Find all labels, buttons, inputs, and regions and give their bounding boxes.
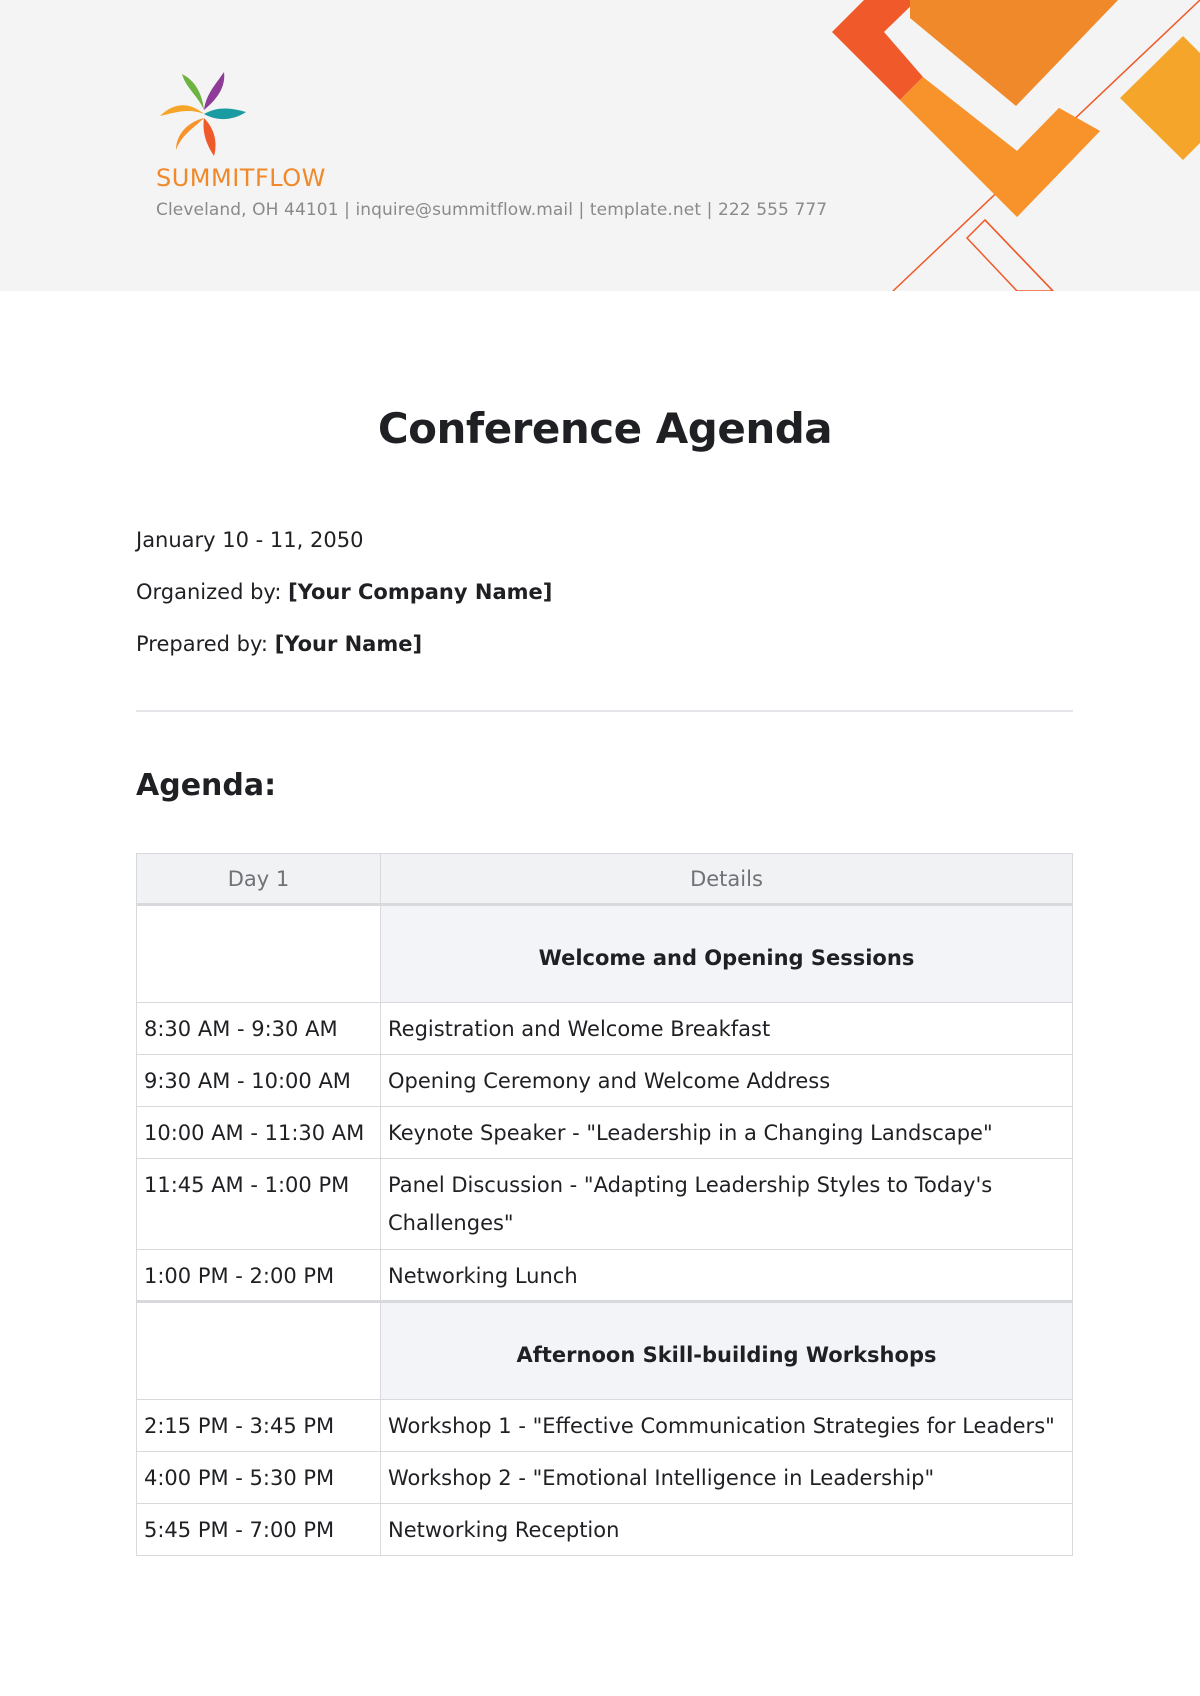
time-cell: 11:45 AM - 1:00 PM	[137, 1159, 381, 1250]
details-cell: Registration and Welcome Breakfast	[381, 1003, 1073, 1055]
session-row	[137, 905, 1073, 1003]
session-row	[137, 1302, 1073, 1400]
session-title: Afternoon Skill-building Workshops	[381, 1302, 1073, 1400]
table-row	[137, 1003, 1073, 1055]
details-cell: Opening Ceremony and Welcome Address	[381, 1055, 1073, 1107]
agenda-heading: Agenda:	[136, 768, 277, 803]
table-header-row	[137, 854, 1073, 905]
details-cell: Keynote Speaker - "Leadership in a Changing Landscape"	[381, 1107, 1073, 1159]
table-row	[137, 1250, 1073, 1302]
contact-info: Cleveland, OH 44101 | inquire@summitflow.mail | template.net | 222 555 777	[156, 200, 828, 220]
session-time-cell	[137, 1302, 381, 1400]
time-cell: 5:45 PM - 7:00 PM	[137, 1504, 381, 1556]
prepared-by-label: Prepared by:	[136, 632, 268, 656]
time-cell: 4:00 PM - 5:30 PM	[137, 1452, 381, 1504]
column-header-day: Day 1	[137, 854, 381, 905]
session-time-cell	[137, 905, 381, 1003]
table-row	[137, 1055, 1073, 1107]
prepared-by	[136, 632, 422, 656]
time-cell: 1:00 PM - 2:00 PM	[137, 1250, 381, 1302]
brand-name: SUMMITFLOW	[156, 164, 326, 192]
table-row	[137, 1452, 1073, 1504]
details-cell: Networking Reception	[381, 1504, 1073, 1556]
flower-logo-icon	[152, 66, 256, 162]
event-date: January 10 - 11, 2050	[136, 528, 364, 552]
details-cell: Networking Lunch	[381, 1250, 1073, 1302]
prepared-by-value: [Your Name]	[274, 632, 423, 656]
table-row	[137, 1107, 1073, 1159]
time-cell: 9:30 AM - 10:00 AM	[137, 1055, 381, 1107]
document-title: Conference Agenda	[377, 404, 833, 453]
table-row	[137, 1504, 1073, 1556]
organized-by	[136, 580, 552, 604]
time-cell: 2:15 PM - 3:45 PM	[137, 1400, 381, 1452]
column-header-details: Details	[381, 854, 1073, 905]
time-cell: 10:00 AM - 11:30 AM	[137, 1107, 381, 1159]
organized-by-label: Organized by:	[136, 580, 282, 604]
table-row	[137, 1400, 1073, 1452]
divider	[136, 710, 1073, 712]
session-title: Welcome and Opening Sessions	[381, 905, 1073, 1003]
details-cell: Workshop 2 - "Emotional Intelligence in Leadership"	[381, 1452, 1073, 1504]
agenda-table	[136, 853, 1073, 1556]
table-row	[137, 1159, 1073, 1250]
details-cell: Workshop 1 - "Effective Communication Strategies for Leaders"	[381, 1400, 1073, 1452]
time-cell: 8:30 AM - 9:30 AM	[137, 1003, 381, 1055]
organized-by-value: [Your Company Name]	[288, 580, 553, 604]
details-cell: Panel Discussion - "Adapting Leadership Styles to Today's Challenges"	[381, 1159, 1073, 1250]
letterhead	[0, 0, 1200, 291]
